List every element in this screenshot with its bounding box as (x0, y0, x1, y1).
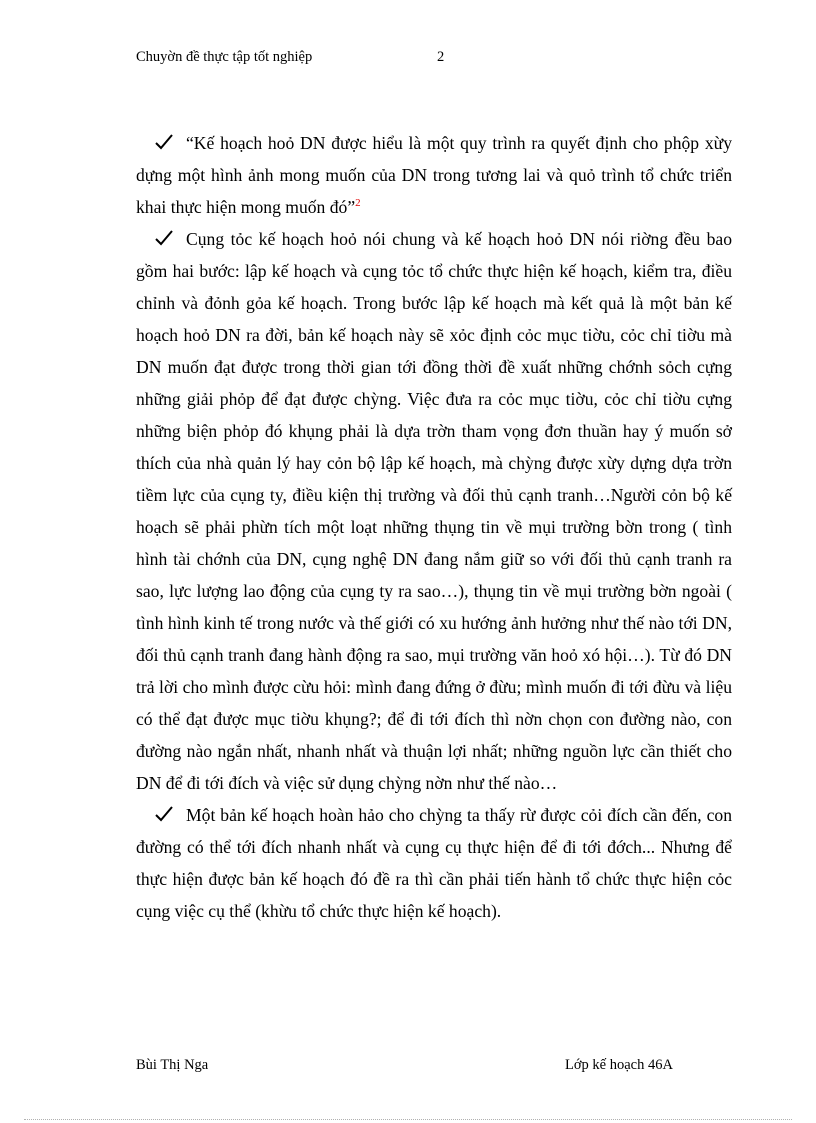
document-body (136, 127, 732, 927)
footnote-marker[interactable]: 2 (355, 197, 361, 210)
header-title: Chuyờn đề thực tập tốt nghiệp (136, 49, 313, 65)
checkmark-icon (154, 805, 174, 823)
page-header (136, 49, 556, 69)
page-bottom-divider (24, 1119, 792, 1120)
footer-author: Bùi Thị Nga (136, 1057, 209, 1073)
paragraph-1 (136, 127, 732, 223)
paragraph-text: Một bản kế hoạch hoàn hảo cho chỳng ta thấy rừ được cỏi đích cần đến, con đường có thể tới đích nhanh nhất và cụng cụ thực hiện để đi tới đớch... Nhưng để thực hiện được bản kế hoạch đó đề ra thì cần phải tiến hành tổ chức thực hiện cỏc cụng việc cụ thể (khừu tổ chức thực hiện kế hoạch). (136, 805, 732, 921)
checkmark-icon (154, 229, 174, 247)
checkmark-icon (154, 133, 174, 151)
footer-class: Lớp kế hoạch 46A (565, 1057, 673, 1073)
paragraph-text: “Kế hoạch hoỏ DN được hiểu là một quy trình ra quyết định cho phộp xừy dựng một hình ảnh mong muốn của DN trong tương lai và quỏ trình tổ chức triển khai thực hiện mong muốn đó” (136, 133, 732, 217)
paragraph-3 (136, 799, 732, 927)
paragraph-text: Cụng tỏc kế hoạch hoỏ nói chung và kế hoạch hoỏ DN nói riờng đều bao gồm hai bước: lập kế hoạch và cụng tỏc tổ chức thực hiện kế hoạch, kiểm tra, điều chỉnh và đỏnh gỏa kế hoạch. Trong bước lập kế hoạch mà kết quả là một bản kế hoạch hoỏ DN ra đời, bản kế hoạch này sẽ xỏc định cỏc mục tiờu, cỏc chỉ tiờu mà DN muốn đạt được trong thời gian tới đồng thời đề xuất những chớnh sỏch cựng những giải phỏp để đạt được chỳng. Việc đưa ra cỏc mục tiờu, cỏc chỉ tiờu cựng những biện phỏp đó khụng phải là dựa trờn tham vọng đơn thuần hay ý muốn sở thích của nhà quản lý hay cỏn bộ lập kế hoạch, mà chỳng được xừy dựng dựa trờn tiềm lực của cụng ty, điều kiện thị trường và đối thủ cạnh tranh…Người cỏn bộ kế hoạch sẽ phải phừn tích một loạt những thụng tin về mụi trường bờn trong ( tình hình tài chớnh của DN, cụng nghệ DN đang nắm giữ so với đối thủ cạnh tranh ra sao, lực lượng lao động của cụng ty ra sao…), thụng tin về mụi trường bờn ngoài ( tình hình kinh tế trong nước và thế giới có xu hướng ảnh hưởng như thế nào tới DN, đối thủ cạnh tranh đang hành động ra sao, mụi trường văn hoỏ xó hội…). Từ đó DN trả lời cho mình được cừu hỏi: mình đang đứng ở đừu; mình muốn đi tới đừu và liệu có thể đạt được mục tiờu khụng?; để đi tới đích thì nờn chọn con đường nào, con đường nào ngắn nhất, nhanh nhất và thuận lợi nhất; những nguồn lực cần thiết cho DN để đi tới đích và việc sử dụng chỳng nờn như thế nào… (136, 229, 732, 793)
page-number: 2 (437, 49, 445, 65)
paragraph-2 (136, 223, 732, 799)
page-footer (136, 1057, 696, 1077)
